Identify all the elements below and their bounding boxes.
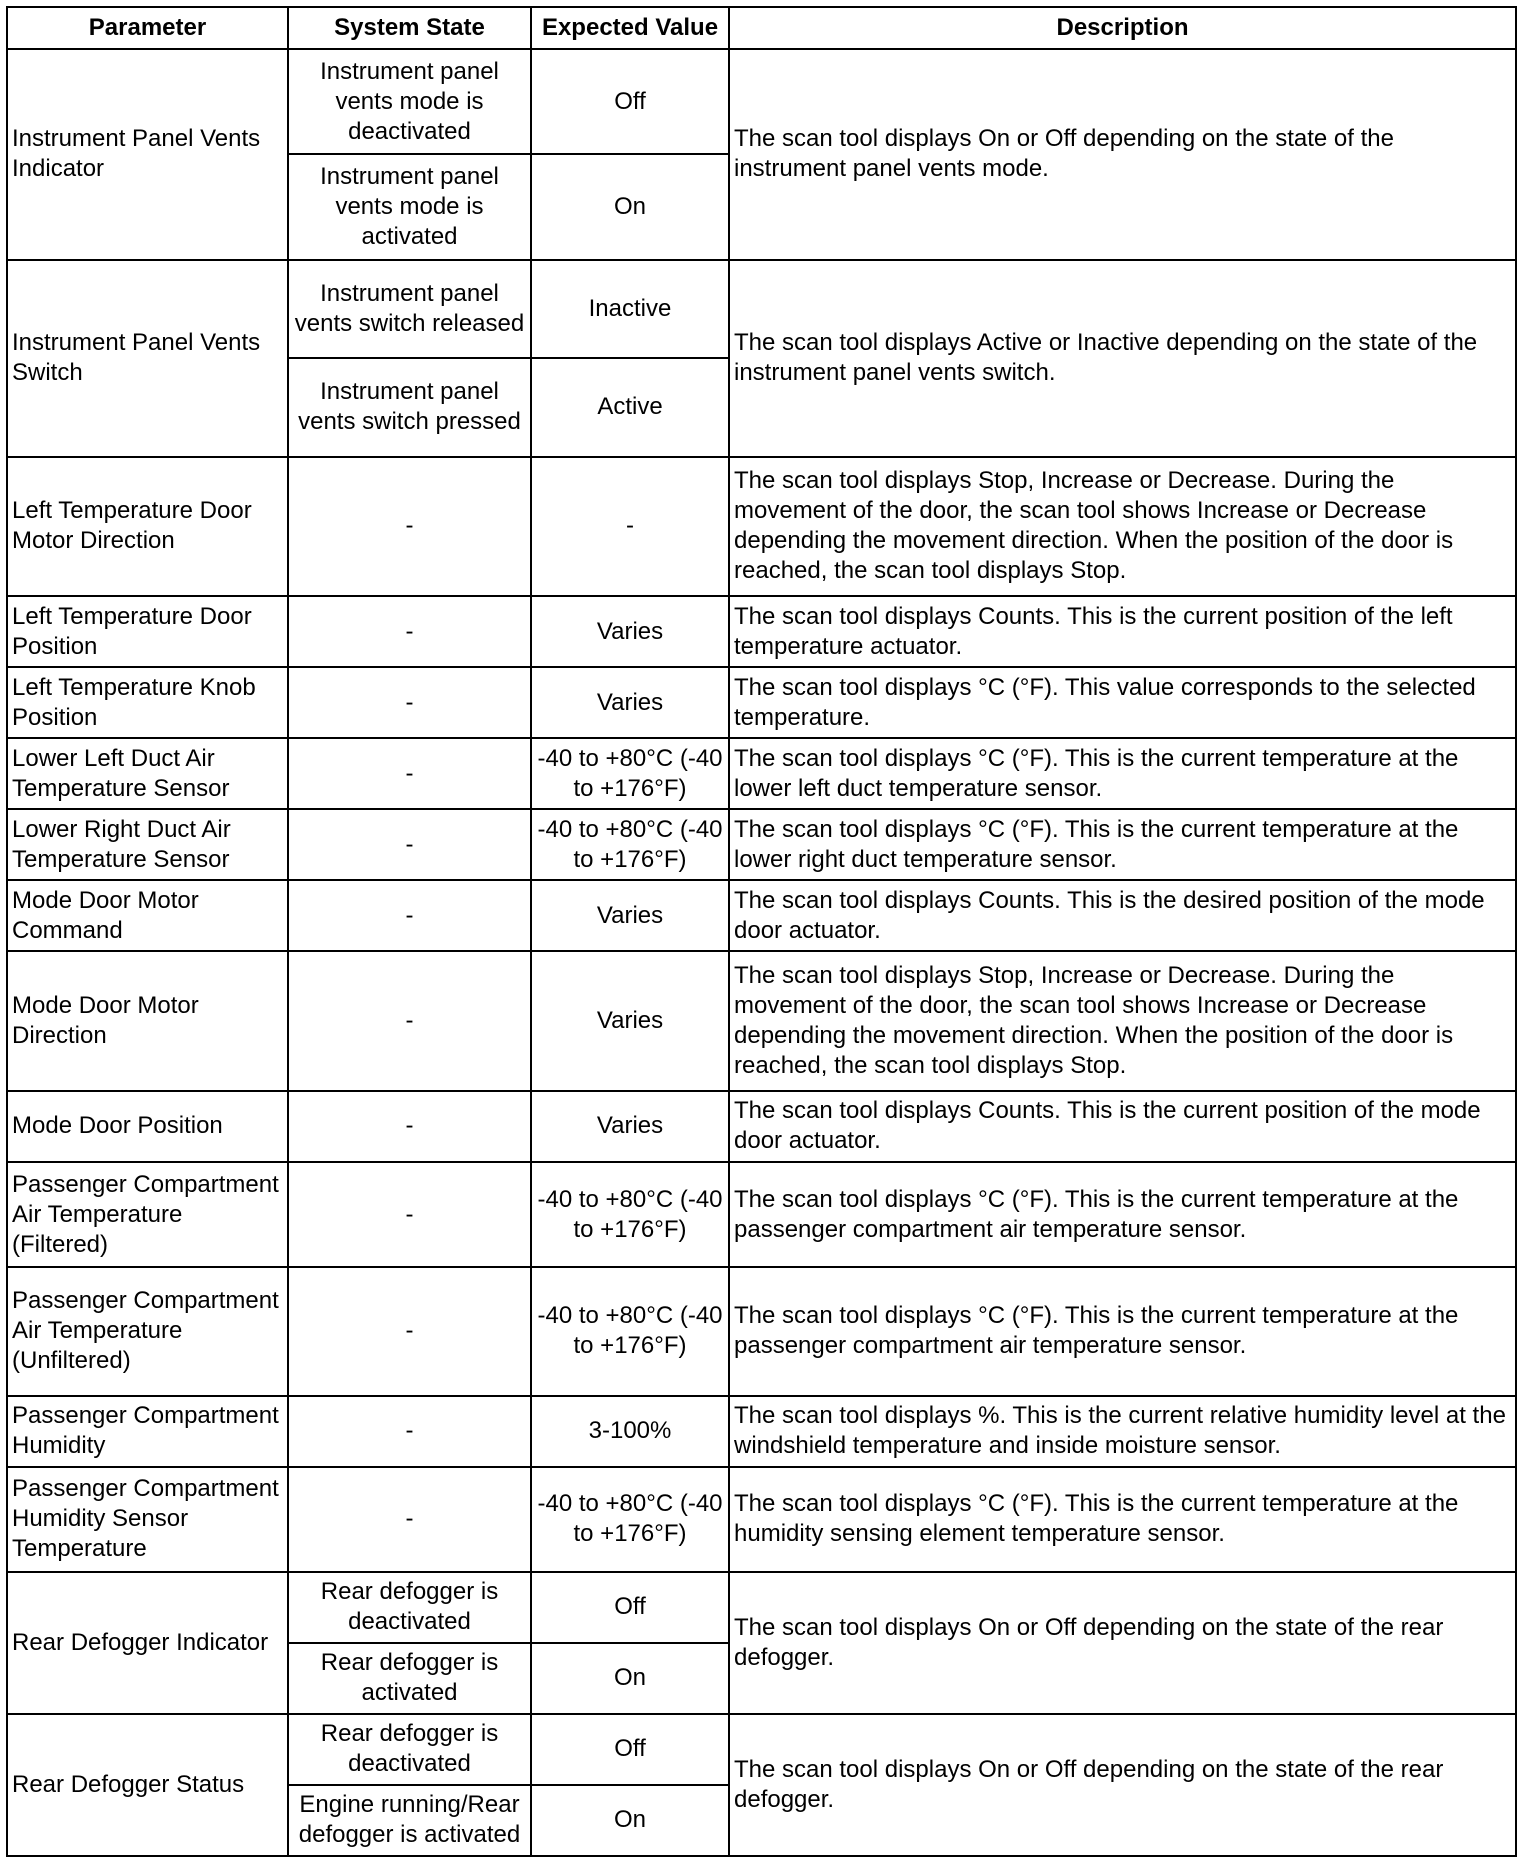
expected-value-cell: Varies [531, 880, 729, 951]
system-state-cell: Rear defogger is activated [288, 1643, 531, 1714]
description-cell: The scan tool displays On or Off depending on the state of the rear defogger. [729, 1714, 1516, 1856]
system-state-cell: - [288, 1162, 531, 1267]
system-state-cell: Engine running/Rear defogger is activated [288, 1785, 531, 1856]
system-state-cell: - [288, 951, 531, 1091]
expected-value-cell: -40 to +80°C (-40 to +176°F) [531, 738, 729, 809]
description-cell: The scan tool displays Counts. This is the desired position of the mode door actuator. [729, 880, 1516, 951]
system-state-cell: - [288, 1467, 531, 1572]
system-state-cell: - [288, 738, 531, 809]
expected-value-cell: - [531, 457, 729, 597]
parameter-cell: Lower Left Duct Air Temperature Sensor [7, 738, 288, 809]
header-system-state: System State [288, 7, 531, 49]
expected-value-cell: Varies [531, 667, 729, 738]
expected-value-cell: -40 to +80°C (-40 to +176°F) [531, 1467, 729, 1572]
description-cell: The scan tool displays Active or Inactive depending on the state of the instrument panel vents switch. [729, 260, 1516, 457]
expected-value-cell: Varies [531, 951, 729, 1091]
table-row [7, 1396, 1516, 1467]
header-description: Description [729, 7, 1516, 49]
expected-value-cell: On [531, 1785, 729, 1856]
description-cell: The scan tool displays °C (°F). This value corresponds to the selected temperature. [729, 667, 1516, 738]
table-row [7, 1572, 1516, 1643]
system-state-cell: - [288, 1396, 531, 1467]
system-state-cell: Instrument panel vents switch pressed [288, 358, 531, 456]
system-state-cell: - [288, 880, 531, 951]
table-row [7, 951, 1516, 1091]
parameter-cell: Rear Defogger Indicator [7, 1572, 288, 1714]
parameter-cell: Passenger Compartment Air Temperature (Filtered) [7, 1162, 288, 1267]
system-state-cell: - [288, 457, 531, 597]
expected-value-cell: Off [531, 1714, 729, 1785]
parameter-cell: Mode Door Motor Command [7, 880, 288, 951]
expected-value-cell: -40 to +80°C (-40 to +176°F) [531, 1162, 729, 1267]
expected-value-cell: Off [531, 1572, 729, 1643]
expected-value-cell: Active [531, 358, 729, 456]
description-cell: The scan tool displays °C (°F). This is the current temperature at the passenger compartment air temperature sensor. [729, 1267, 1516, 1395]
parameter-cell: Passenger Compartment Air Temperature (Unfiltered) [7, 1267, 288, 1395]
expected-value-cell: Varies [531, 1091, 729, 1162]
table-row [7, 457, 1516, 597]
system-state-cell: Instrument panel vents mode is deactivated [288, 49, 531, 154]
expected-value-cell: Varies [531, 596, 729, 667]
system-state-cell: - [288, 1267, 531, 1395]
system-state-cell: - [288, 1091, 531, 1162]
table-row [7, 809, 1516, 880]
description-cell: The scan tool displays Counts. This is the current position of the mode door actuator. [729, 1091, 1516, 1162]
expected-value-cell: Inactive [531, 260, 729, 358]
parameter-cell: Passenger Compartment Humidity Sensor Temperature [7, 1467, 288, 1572]
description-cell: The scan tool displays Counts. This is the current position of the left temperature actuator. [729, 596, 1516, 667]
description-cell: The scan tool displays On or Off depending on the state of the rear defogger. [729, 1572, 1516, 1714]
system-state-cell: - [288, 809, 531, 880]
description-cell: The scan tool displays Stop, Increase or Decrease. During the movement of the door, the scan tool shows Increase or Decrease depending the movement direction. When the position of the door is reached, the scan tool displays Stop. [729, 951, 1516, 1091]
header-parameter: Parameter [7, 7, 288, 49]
system-state-cell: Rear defogger is deactivated [288, 1714, 531, 1785]
table-row [7, 667, 1516, 738]
table-row [7, 49, 1516, 154]
parameter-cell: Passenger Compartment Humidity [7, 1396, 288, 1467]
description-cell: The scan tool displays °C (°F). This is the current temperature at the lower left duct temperature sensor. [729, 738, 1516, 809]
table-row [7, 1267, 1516, 1395]
table-row [7, 1091, 1516, 1162]
expected-value-cell: Off [531, 49, 729, 154]
system-state-cell: Instrument panel vents switch released [288, 260, 531, 358]
description-cell: The scan tool displays °C (°F). This is the current temperature at the passenger compartment air temperature sensor. [729, 1162, 1516, 1267]
table-row [7, 880, 1516, 951]
expected-value-cell: -40 to +80°C (-40 to +176°F) [531, 809, 729, 880]
parameter-table [6, 6, 1517, 1857]
expected-value-cell: -40 to +80°C (-40 to +176°F) [531, 1267, 729, 1395]
description-cell: The scan tool displays On or Off depending on the state of the instrument panel vents mode. [729, 49, 1516, 260]
parameter-cell: Rear Defogger Status [7, 1714, 288, 1856]
parameter-cell: Lower Right Duct Air Temperature Sensor [7, 809, 288, 880]
description-cell: The scan tool displays °C (°F). This is the current temperature at the lower right duct temperature sensor. [729, 809, 1516, 880]
parameter-cell: Mode Door Position [7, 1091, 288, 1162]
expected-value-cell: 3-100% [531, 1396, 729, 1467]
parameter-cell: Instrument Panel Vents Switch [7, 260, 288, 457]
table-row [7, 1162, 1516, 1267]
table-row [7, 1467, 1516, 1572]
description-cell: The scan tool displays Stop, Increase or Decrease. During the movement of the door, the scan tool shows Increase or Decrease depending the movement direction. When the position of the door is reached, the scan tool displays Stop. [729, 457, 1516, 597]
system-state-cell: - [288, 596, 531, 667]
table-row [7, 260, 1516, 358]
table-row [7, 1714, 1516, 1785]
header-row [7, 7, 1516, 49]
expected-value-cell: On [531, 154, 729, 259]
table-row [7, 738, 1516, 809]
expected-value-cell: On [531, 1643, 729, 1714]
parameter-cell: Left Temperature Door Motor Direction [7, 457, 288, 597]
description-cell: The scan tool displays °C (°F). This is the current temperature at the humidity sensing element temperature sensor. [729, 1467, 1516, 1572]
parameter-cell: Instrument Panel Vents Indicator [7, 49, 288, 260]
system-state-cell: Rear defogger is deactivated [288, 1572, 531, 1643]
system-state-cell: - [288, 667, 531, 738]
system-state-cell: Instrument panel vents mode is activated [288, 154, 531, 259]
parameter-cell: Left Temperature Door Position [7, 596, 288, 667]
parameter-cell: Mode Door Motor Direction [7, 951, 288, 1091]
table-row [7, 596, 1516, 667]
parameter-cell: Left Temperature Knob Position [7, 667, 288, 738]
header-expected-value: Expected Value [531, 7, 729, 49]
description-cell: The scan tool displays %. This is the current relative humidity level at the windshield temperature and inside moisture sensor. [729, 1396, 1516, 1467]
